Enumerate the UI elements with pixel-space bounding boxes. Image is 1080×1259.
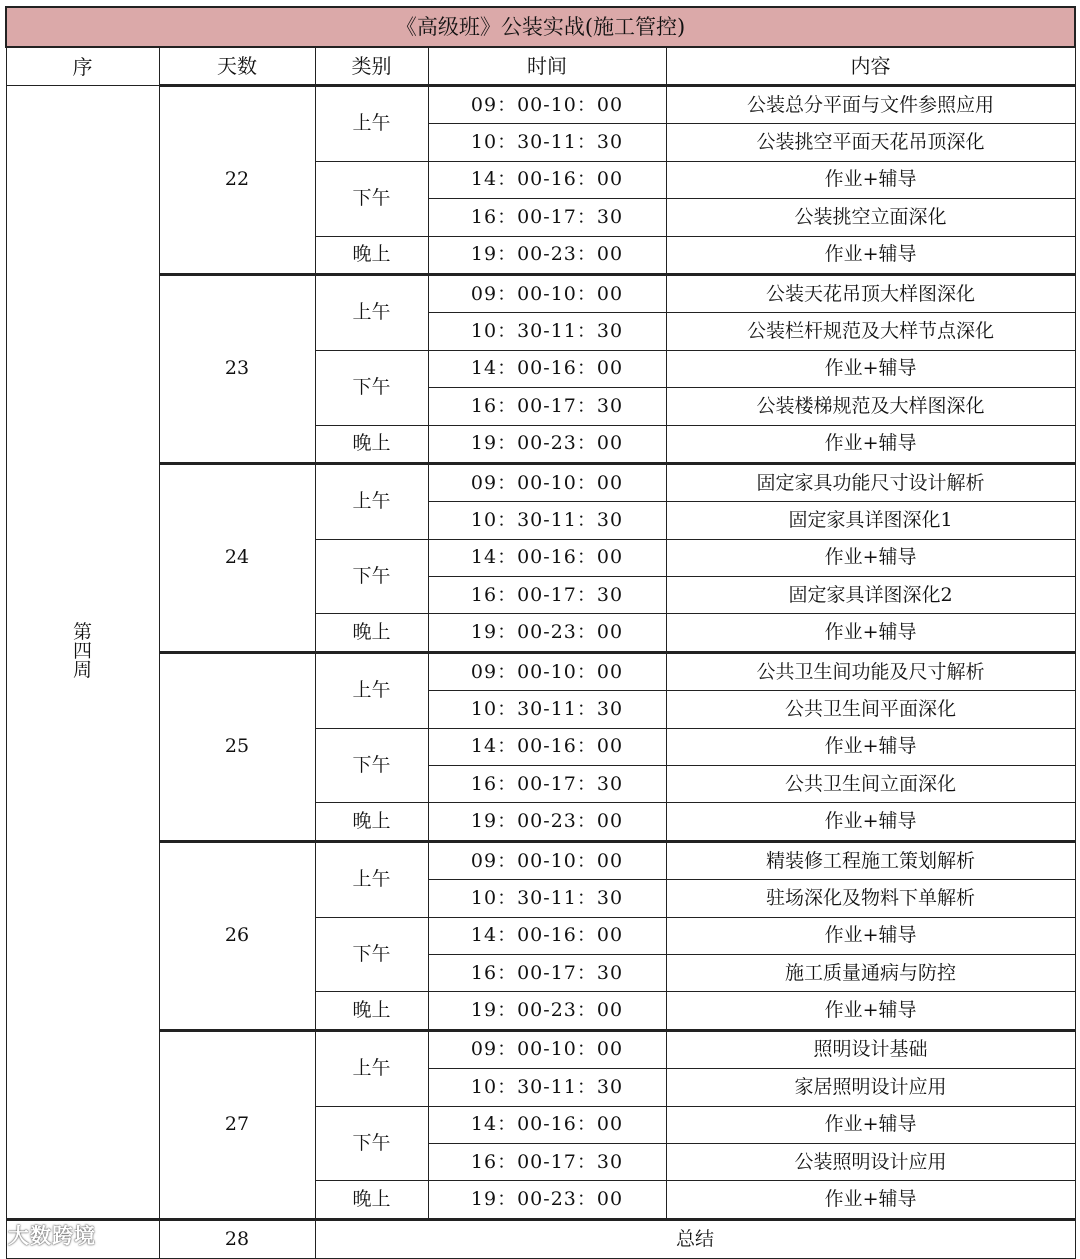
content-cell: 作业+辅导 — [666, 425, 1075, 463]
content-cell: 作业+辅导 — [666, 992, 1075, 1030]
content-cell: 公装天花吊顶大样图深化 — [666, 274, 1075, 312]
time-cell: 19：00-23：00 — [428, 992, 666, 1030]
time-cell: 14：00-16：00 — [428, 161, 666, 198]
time-cell: 19：00-23：00 — [428, 614, 666, 652]
content-cell: 固定家具详图深化2 — [666, 577, 1075, 614]
period-cell: 下午 — [315, 917, 428, 992]
time-cell: 14：00-16：00 — [428, 1106, 666, 1143]
table-row — [6, 841, 1075, 879]
time-cell: 09：00-10：00 — [428, 652, 666, 690]
time-cell: 09：00-10：00 — [428, 841, 666, 879]
content-cell: 作业+辅导 — [666, 1106, 1075, 1143]
content-cell: 作业+辅导 — [666, 161, 1075, 198]
table-row — [6, 463, 1075, 501]
day-number: 26 — [159, 841, 315, 1030]
week-label-text: 第四周 — [73, 621, 93, 682]
week-label — [6, 86, 159, 1220]
time-cell: 19：00-23：00 — [428, 425, 666, 463]
period-cell: 上午 — [315, 841, 428, 917]
content-cell: 作业+辅导 — [666, 350, 1075, 387]
period-cell: 下午 — [315, 161, 428, 236]
period-cell: 上午 — [315, 86, 428, 162]
time-cell: 16：00-17：30 — [428, 954, 666, 991]
period-cell: 晚上 — [315, 614, 428, 652]
summary-day-number: 28 — [159, 1219, 315, 1258]
content-cell: 作业+辅导 — [666, 236, 1075, 274]
content-cell: 精装修工程施工策划解析 — [666, 841, 1075, 879]
table-row — [6, 86, 1075, 124]
period-cell: 上午 — [315, 652, 428, 728]
time-cell: 10：30-11：30 — [428, 124, 666, 161]
schedule-table — [5, 6, 1076, 1259]
time-cell: 19：00-23：00 — [428, 236, 666, 274]
day-number: 25 — [159, 652, 315, 841]
content-cell: 照明设计基础 — [666, 1030, 1075, 1068]
header-time: 时间 — [428, 47, 666, 86]
content-cell: 公装挑空平面天花吊顶深化 — [666, 124, 1075, 161]
table-title: 《高级班》公装实战(施工管控) — [6, 7, 1075, 47]
time-cell: 14：00-16：00 — [428, 917, 666, 954]
time-cell: 19：00-23：00 — [428, 1181, 666, 1219]
time-cell: 10：30-11：30 — [428, 502, 666, 539]
time-cell: 10：30-11：30 — [428, 1069, 666, 1106]
period-cell: 下午 — [315, 728, 428, 803]
content-cell: 作业+辅导 — [666, 917, 1075, 954]
time-cell: 09：00-10：00 — [428, 463, 666, 501]
period-cell: 下午 — [315, 350, 428, 425]
content-cell: 公共卫生间平面深化 — [666, 691, 1075, 728]
time-cell: 16：00-17：30 — [428, 388, 666, 425]
period-cell: 晚上 — [315, 803, 428, 841]
time-cell: 09：00-10：00 — [428, 86, 666, 124]
title-row — [6, 7, 1075, 47]
day-number: 23 — [159, 274, 315, 463]
content-cell: 施工质量通病与防控 — [666, 954, 1075, 991]
table-row — [6, 1030, 1075, 1068]
time-cell: 09：00-10：00 — [428, 274, 666, 312]
summary-content: 总结 — [315, 1219, 1075, 1258]
day-number: 27 — [159, 1030, 315, 1219]
content-cell: 公装挑空立面深化 — [666, 199, 1075, 236]
header-category: 类别 — [315, 47, 428, 86]
content-cell: 家居照明设计应用 — [666, 1069, 1075, 1106]
content-cell: 公装栏杆规范及大样节点深化 — [666, 313, 1075, 350]
watermark-logo: 大数跨境 — [8, 1224, 96, 1248]
day-number: 24 — [159, 463, 315, 652]
time-cell: 10：30-11：30 — [428, 313, 666, 350]
content-cell: 固定家具详图深化1 — [666, 502, 1075, 539]
time-cell: 16：00-17：30 — [428, 766, 666, 803]
time-cell: 16：00-17：30 — [428, 577, 666, 614]
day-number: 22 — [159, 86, 315, 275]
content-cell: 作业+辅导 — [666, 539, 1075, 576]
content-cell: 驻场深化及物料下单解析 — [666, 880, 1075, 917]
time-cell: 14：00-16：00 — [428, 350, 666, 387]
content-cell: 公装总分平面与文件参照应用 — [666, 86, 1075, 124]
time-cell: 19：00-23：00 — [428, 803, 666, 841]
time-cell: 14：00-16：00 — [428, 539, 666, 576]
content-cell: 公装楼梯规范及大样图深化 — [666, 388, 1075, 425]
summary-row — [6, 1219, 1075, 1258]
period-cell: 晚上 — [315, 236, 428, 274]
content-cell: 作业+辅导 — [666, 1181, 1075, 1219]
header-row — [6, 47, 1075, 86]
period-cell: 晚上 — [315, 992, 428, 1030]
period-cell: 晚上 — [315, 425, 428, 463]
time-cell: 16：00-17：30 — [428, 1143, 666, 1180]
time-cell: 10：30-11：30 — [428, 880, 666, 917]
header-content: 内容 — [666, 47, 1075, 86]
period-cell: 下午 — [315, 539, 428, 614]
time-cell: 16：00-17：30 — [428, 199, 666, 236]
content-cell: 公共卫生间功能及尺寸解析 — [666, 652, 1075, 690]
table-row — [6, 274, 1075, 312]
content-cell: 作业+辅导 — [666, 614, 1075, 652]
time-cell: 14：00-16：00 — [428, 728, 666, 765]
period-cell: 上午 — [315, 1030, 428, 1106]
time-cell: 09：00-10：00 — [428, 1030, 666, 1068]
period-cell: 上午 — [315, 463, 428, 539]
period-cell: 上午 — [315, 274, 428, 350]
content-cell: 作业+辅导 — [666, 803, 1075, 841]
period-cell: 下午 — [315, 1106, 428, 1181]
period-cell: 晚上 — [315, 1181, 428, 1219]
header-seq: 序 — [6, 47, 159, 86]
content-cell: 作业+辅导 — [666, 728, 1075, 765]
header-days: 天数 — [159, 47, 315, 86]
table-row — [6, 652, 1075, 690]
content-cell: 公装照明设计应用 — [666, 1143, 1075, 1180]
content-cell: 公共卫生间立面深化 — [666, 766, 1075, 803]
content-cell: 固定家具功能尺寸设计解析 — [666, 463, 1075, 501]
time-cell: 10：30-11：30 — [428, 691, 666, 728]
